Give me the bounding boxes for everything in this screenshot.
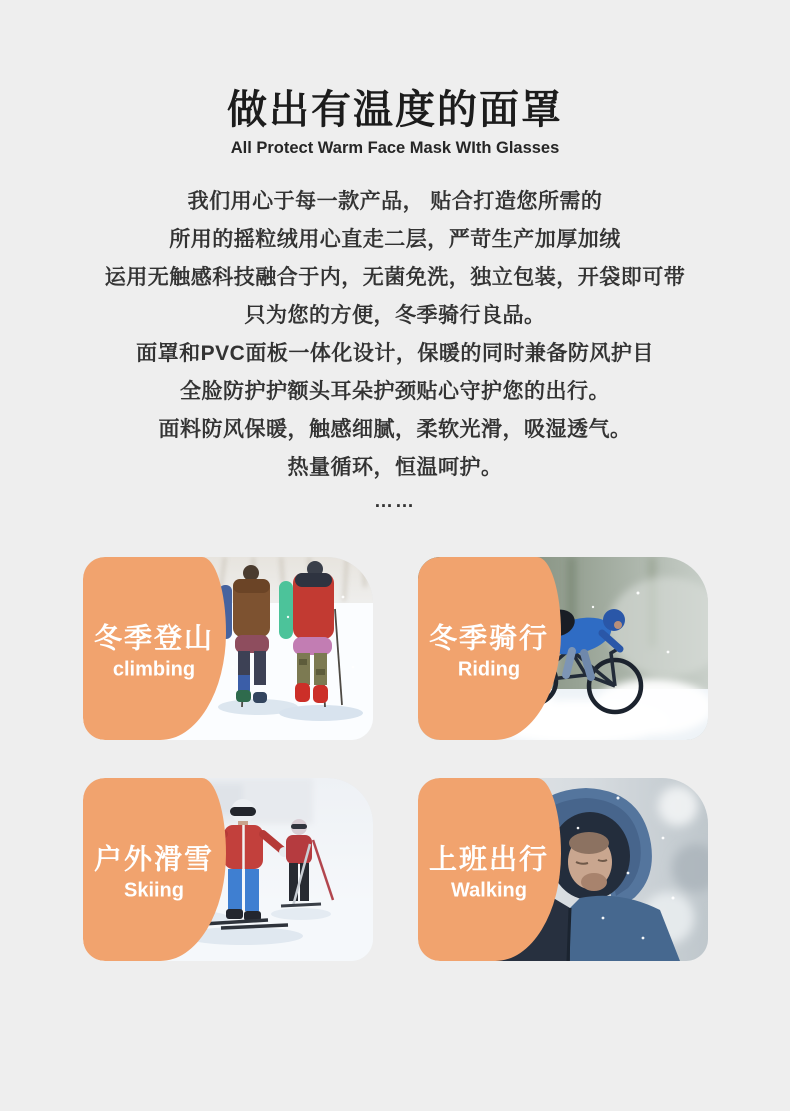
description-line: 我们用心于每一款产品， 贴合打造您所需的	[187, 190, 603, 213]
page-title: 做出有温度的面罩	[227, 88, 563, 132]
description-line: 面料防风保暖，触感细腻，柔软光滑，吸湿透气。	[158, 418, 632, 441]
scene-card-walking	[418, 778, 708, 961]
scene-label	[83, 837, 226, 902]
description-line: 只为您的方便，冬季骑行良品。	[244, 304, 546, 327]
scene-card-skiing	[83, 778, 373, 961]
description-line: 运用无触感科技融合于内，无菌免洗，独立包装，开袋即可带	[104, 266, 686, 289]
description-line: 面罩和PVC面板一体化设计，保暖的同时兼备防风护目	[136, 342, 654, 365]
description-line: 所用的摇粒绒用心直走二层，严苛生产加厚加绒	[169, 228, 621, 251]
scene-label	[418, 616, 561, 681]
scene-label-en: Skiing	[123, 879, 184, 901]
scene-card-climbing	[83, 557, 373, 740]
product-description	[0, 183, 790, 517]
usage-scenes-grid	[83, 557, 708, 961]
scene-label	[418, 837, 561, 902]
scene-label-en: Walking	[451, 879, 527, 901]
scene-label-zh: 冬季骑行	[428, 622, 549, 653]
scene-label-zh: 户外滑雪	[93, 843, 214, 874]
scene-card-riding	[418, 557, 708, 740]
scene-label-en: climbing	[112, 658, 196, 680]
header	[0, 86, 790, 158]
description-line: 热量循环，恒温呵护。	[287, 456, 503, 479]
scene-label-zh: 上班出行	[428, 843, 549, 874]
scene-label-en: Riding	[457, 658, 521, 680]
page-subtitle: All Protect Warm Face Mask WIth Glasses	[230, 139, 560, 157]
description-ellipsis: ……	[374, 491, 416, 512]
scene-label-zh: 冬季登山	[93, 622, 214, 653]
description-line: 全脸防护护额头耳朵护颈贴心守护您的出行。	[180, 380, 610, 403]
scene-label	[83, 616, 226, 681]
